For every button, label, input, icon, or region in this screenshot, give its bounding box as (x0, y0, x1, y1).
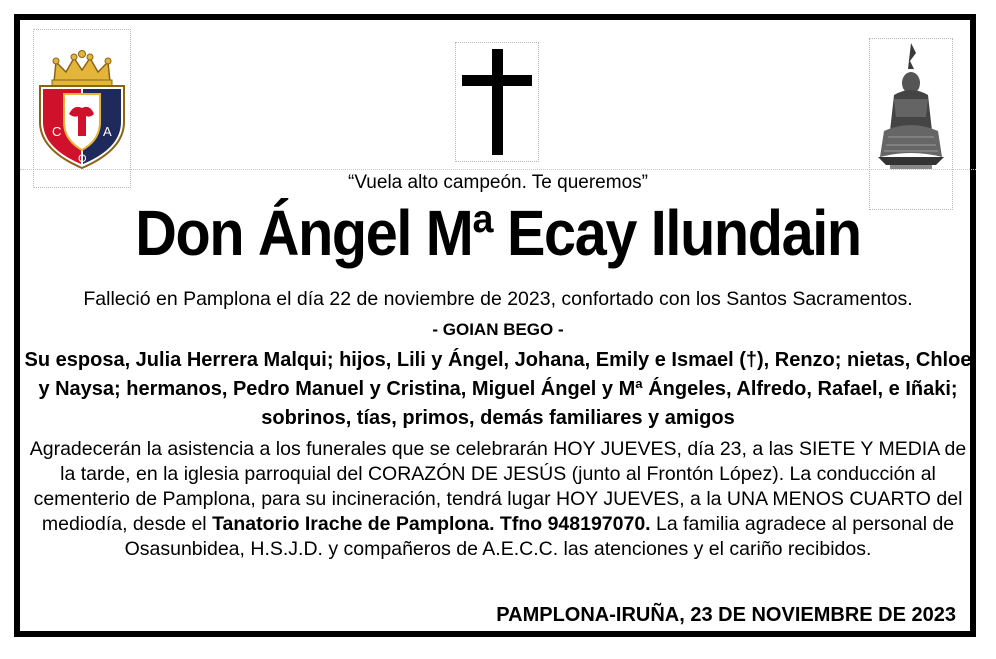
crest-letter-o: O (78, 153, 87, 165)
crest-icon (34, 30, 130, 187)
club-crest-logo (33, 29, 131, 188)
cross-symbol (455, 42, 539, 162)
cross-icon (456, 43, 538, 161)
funeral-text: Agradecerán la asistencia a los funerales que se celebrarán HOY JUEVES, día 23, a las SIETE Y MEDIA de la tarde, en la iglesia parroquial del CORAZÓN DE JESÚS (junto al Frontón López). La conducción al cementerio de Pamplona, para su incineración, tendrá lugar HOY JUEVES, a la UNA MENOS CUARTO del mediodía, desde el (29, 438, 967, 535)
crest-letter-a: A (103, 124, 112, 139)
goian-bego-text: - GOIAN BEGO - (432, 320, 564, 339)
place-date-footer: PAMPLONA-IRUÑA, 23 DE NOVIEMBRE DE 2023 (496, 604, 956, 626)
deceased-name: Don Ángel Mª Ecay Ilundain (135, 197, 861, 269)
death-statement: Falleció en Pamplona el día 22 de noviembre de 2023, confortado con los Santos Sacramentos. (83, 288, 913, 310)
divider-line (20, 169, 976, 170)
family-list: Su esposa, Julia Herrera Malqui; hijos, Lili y Ángel, Johana, Emily e Ismael (†), Renzo; nietas, Chloe y Naysa; hermanos, Pedro Manuel y Cristina, Miguel Ángel y Mª Ángeles, Alfredo, Rafael, e Iñaki; sobrinos, tías, primos, demás familiares y amigos (24, 349, 972, 429)
tanatorio-info: Tanatorio Irache de Pamplona. Tfno 948197070. (212, 513, 651, 535)
quote-text: “Vuela alto campeón. Te queremos” (348, 172, 648, 193)
thanks-text: La familia agradece al personal de Osasunbidea, H.S.J.D. y compañeros de A.E.C.C. las atenciones y el cariño recibidos. (124, 513, 955, 560)
funeral-details (24, 437, 972, 562)
crest-letter-c: C (52, 124, 62, 139)
